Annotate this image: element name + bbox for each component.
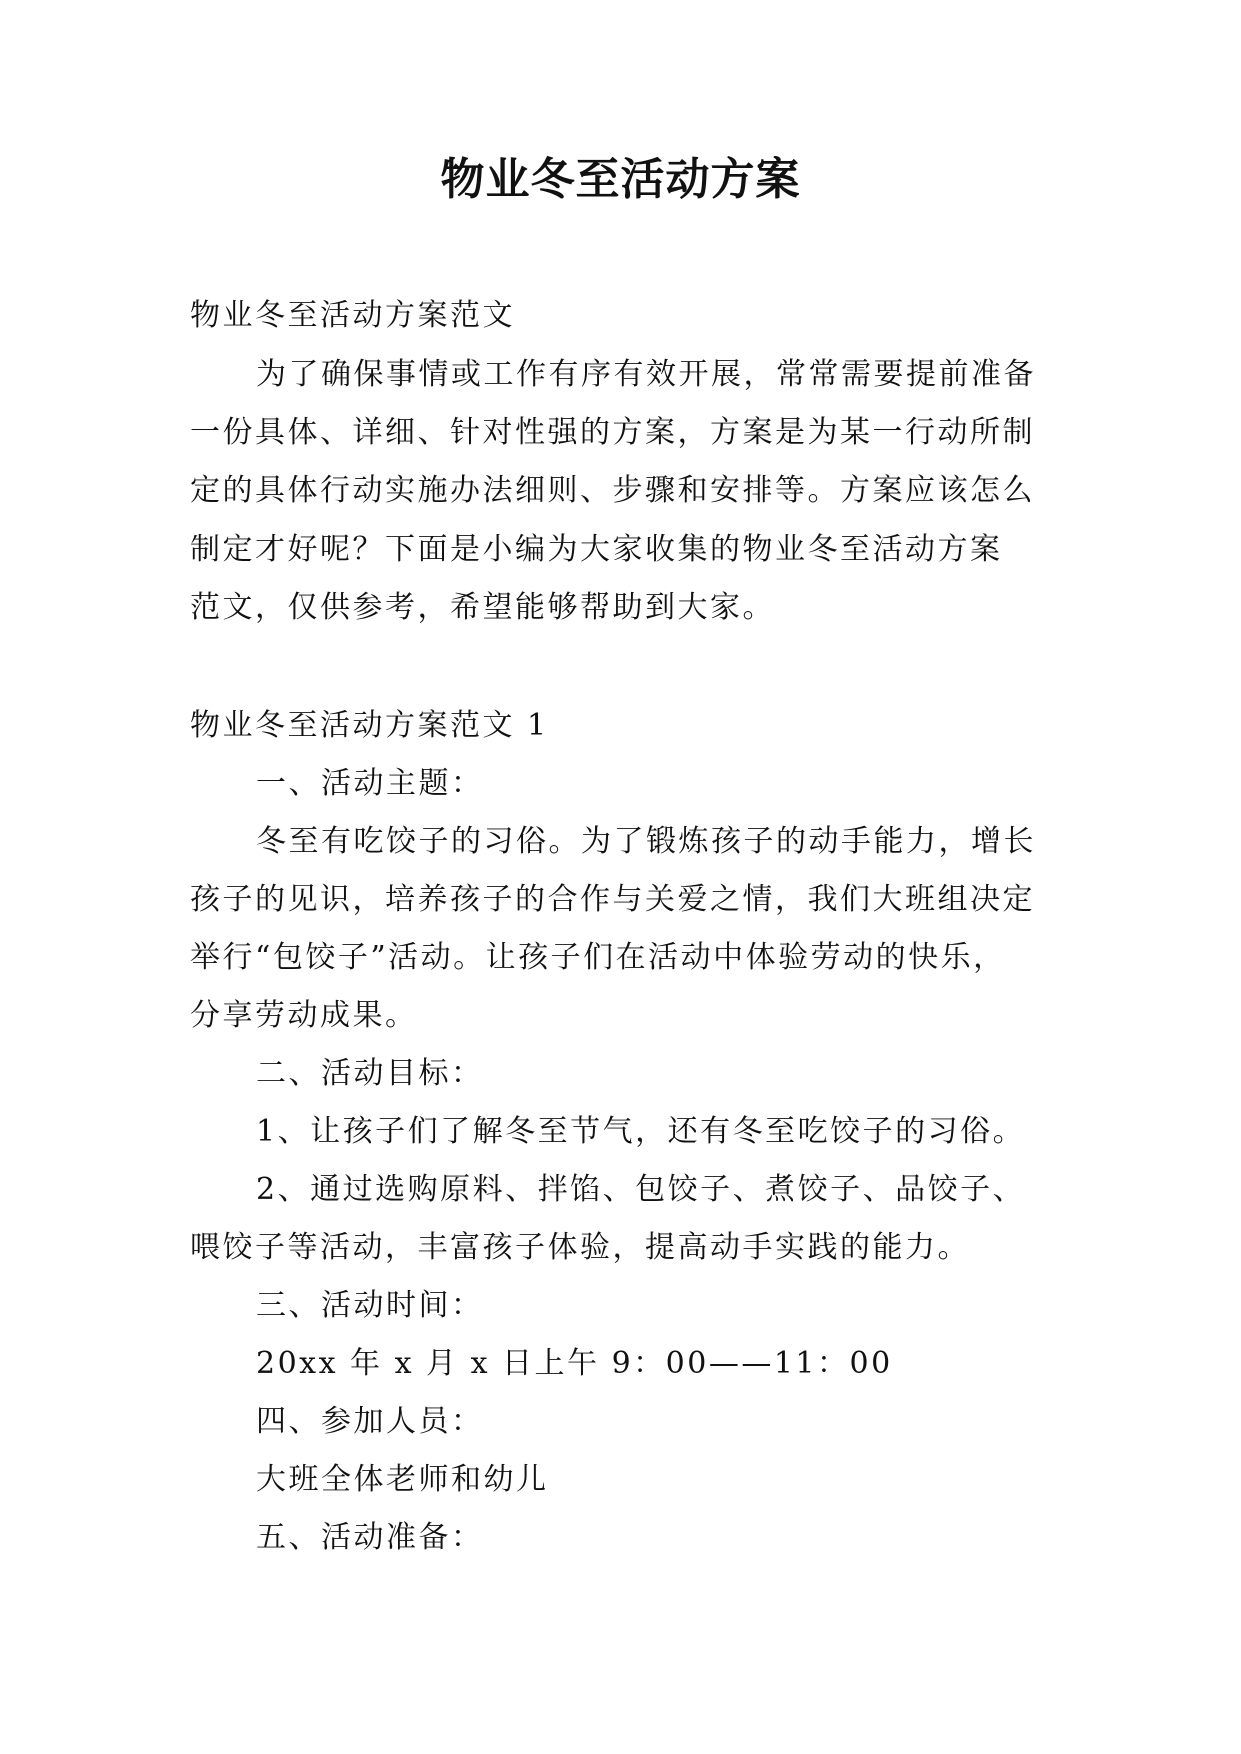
paragraph-line: 二、活动目标：: [256, 1056, 484, 1091]
paragraph-line: 一份具体、详细、针对性强的方案，方案是为某一行动所制: [190, 415, 1035, 450]
paragraph-line: 孩子的见识，培养孩子的合作与关爱之情，我们大班组决定: [190, 882, 1035, 917]
section-heading: 物业冬至活动方案范文: [190, 298, 515, 333]
paragraph-line: 五、活动准备：: [256, 1520, 484, 1555]
paragraph-line: 大班全体老师和幼儿: [256, 1462, 549, 1497]
paragraph-line: 举行“包饺子”活动。让孩子们在活动中体验劳动的快乐，: [190, 940, 1006, 975]
document-title: 物业冬至活动方案: [440, 154, 801, 205]
paragraph-line: 四、参加人员：: [256, 1404, 484, 1439]
paragraph-line: 分享劳动成果。: [190, 998, 418, 1033]
paragraph-line: 三、活动时间：: [256, 1288, 484, 1323]
paragraph-line: 为了确保事情或工作有序有效开展，常常需要提前准备: [256, 357, 1036, 392]
paragraph-line: 1、让孩子们了解冬至节气，还有冬至吃饺子的习俗。: [256, 1114, 1026, 1149]
section-heading: 物业冬至活动方案范文 1: [190, 708, 549, 743]
paragraph-line: 喂饺子等活动，丰富孩子体验，提高动手实践的能力。: [190, 1230, 970, 1265]
paragraph-line: 制定才好呢？下面是小编为大家收集的物业冬至活动方案: [190, 532, 1003, 567]
paragraph-line: 定的具体行动实施办法细则、步骤和安排等。方案应该怎么: [190, 473, 1035, 508]
paragraph-line: 范文，仅供参考，希望能够帮助到大家。: [190, 590, 775, 625]
paragraph-line: 20xx 年 x 月 x 日上午 9：00——11：00: [256, 1346, 893, 1381]
paragraph-line: 冬至有吃饺子的习俗。为了锻炼孩子的动手能力，增长: [256, 824, 1036, 859]
paragraph-line: 2、通过选购原料、拌馅、包饺子、煮饺子、品饺子、: [256, 1172, 1026, 1207]
paragraph-line: 一、活动主题：: [256, 766, 484, 801]
